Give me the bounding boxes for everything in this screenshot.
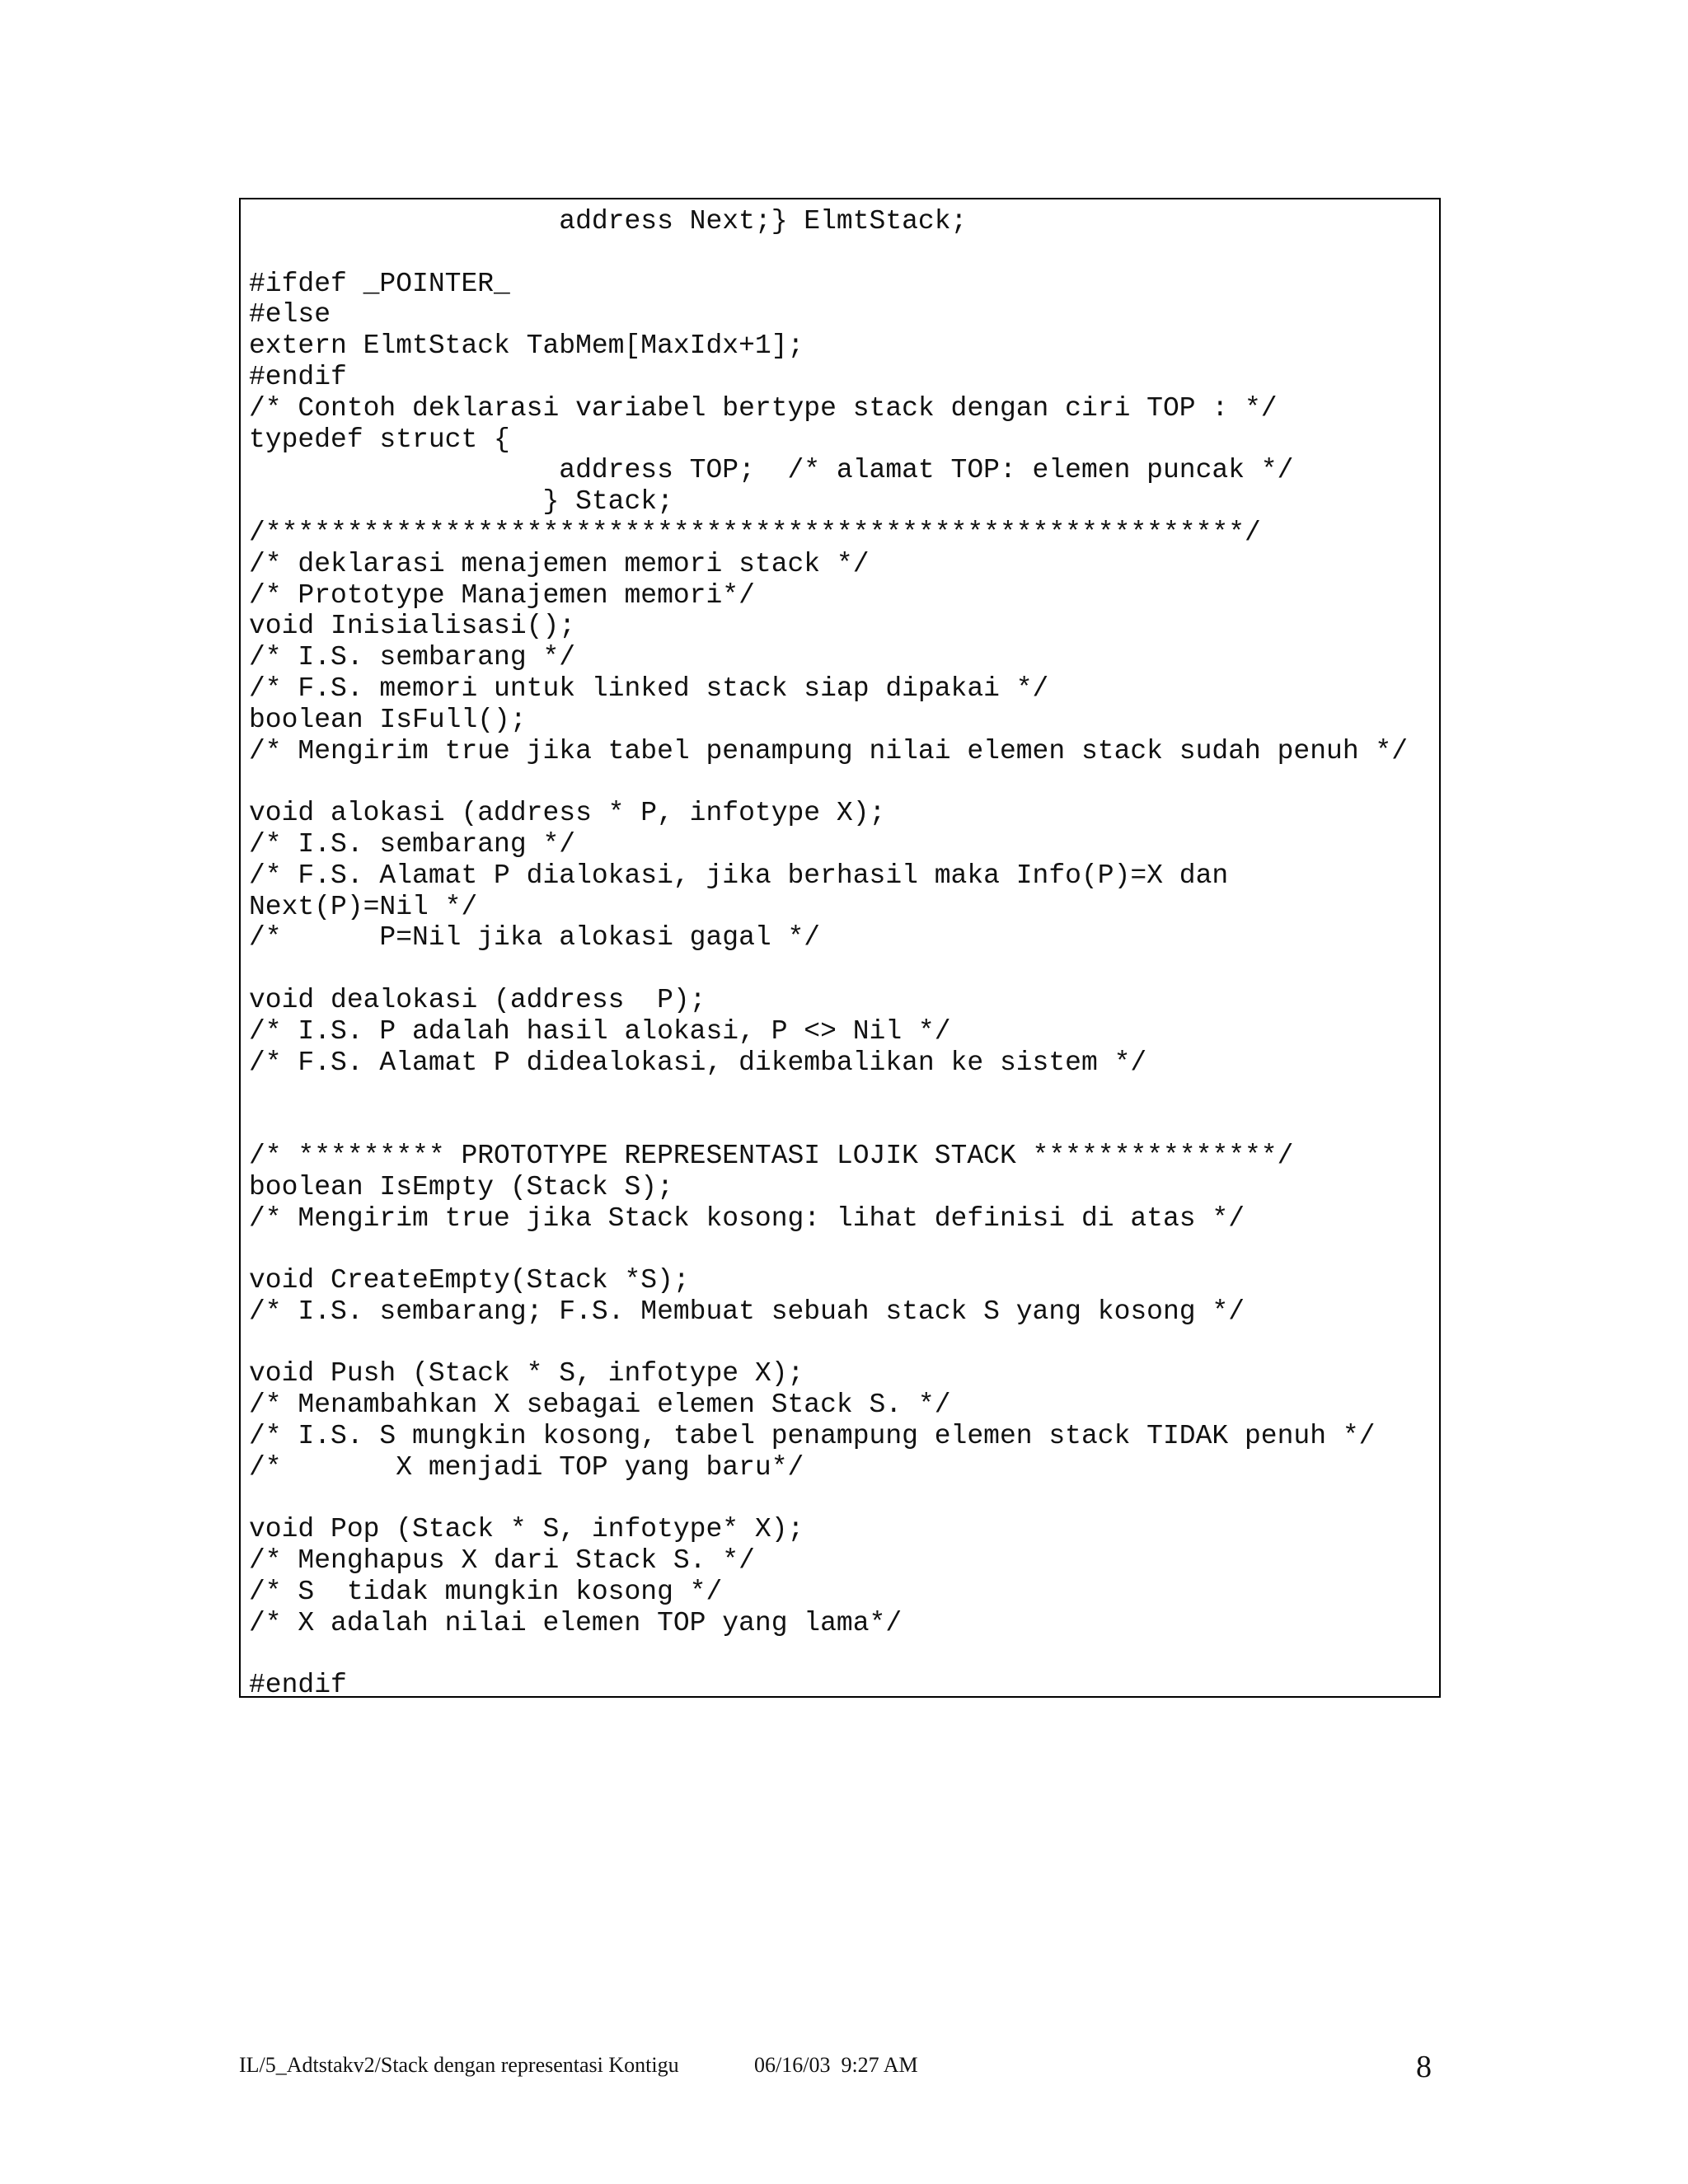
code-line: address Next;} ElmtStack; [249, 206, 968, 237]
code-line: void dealokasi (address P); [249, 984, 706, 1015]
code-line [249, 954, 1439, 985]
code-line: void alokasi (address * P, infotype X); [249, 798, 886, 829]
code-line: } Stack; [249, 486, 673, 518]
code-line: void Pop (Stack * S, infotype* X); [249, 1514, 804, 1545]
code-line [249, 1328, 1439, 1359]
code-line: /* F.S. Alamat P dialokasi, jika berhasil maka Info(P)=X dan [249, 860, 1229, 891]
code-line: boolean IsFull(); [249, 704, 527, 735]
code-line: /* Prototype Manajemen memori*/ [249, 579, 755, 611]
code-line: Next(P)=Nil */ [249, 891, 478, 922]
code-line: /* Menghapus X dari Stack S. */ [249, 1545, 755, 1577]
code-line: /* I.S. sembarang */ [249, 642, 576, 673]
code-line [249, 1639, 1439, 1671]
code-line [249, 1078, 1439, 1109]
code-line: /* X menjadi TOP yang baru*/ [249, 1451, 804, 1483]
code-line: #else [249, 299, 331, 330]
code-line [249, 766, 1439, 798]
code-line: #endif [249, 361, 347, 392]
code-line: typedef struct { [249, 424, 510, 455]
code-line: /* F.S. Alamat P didealokasi, dikembalikan ke sistem */ [249, 1047, 1147, 1078]
code-line: /* Menambahkan X sebagai elemen Stack S. */ [249, 1390, 951, 1421]
code-line: /* S tidak mungkin kosong */ [249, 1577, 723, 1608]
footer-document-path: IL/5_Adtstakv2/Stack dengan representasi Kontigu [239, 2053, 679, 2077]
code-line: /* Mengirim true jika Stack kosong: lihat definisi di atas */ [249, 1202, 1245, 1234]
code-line: /* I.S. S mungkin kosong, tabel penampung elemen stack TIDAK penuh */ [249, 1421, 1376, 1452]
code-line: #ifdef _POINTER_ [249, 268, 510, 299]
code-line [249, 1109, 1439, 1141]
code-line: /* X adalah nilai elemen TOP yang lama*/ [249, 1607, 903, 1638]
code-listing-box [239, 198, 1441, 1701]
code-line: /* Contoh deklarasi variabel bertype stack dengan ciri TOP : */ [249, 392, 1278, 424]
code-line [249, 1234, 1439, 1265]
code-line: /* Mengirim true jika tabel penampung nilai elemen stack sudah penuh */ [249, 735, 1409, 766]
code-line: void Inisialisasi(); [249, 611, 576, 642]
code-line: void CreateEmpty(Stack *S); [249, 1265, 690, 1296]
code-line [249, 1483, 1439, 1515]
code-line: /* I.S. sembarang */ [249, 828, 576, 860]
code-line: /* ********* PROTOTYPE REPRESENTASI LOJIK STACK ***************/ [249, 1140, 1294, 1171]
code-line: /* I.S. sembarang; F.S. Membuat sebuah stack S yang kosong */ [249, 1296, 1245, 1327]
code-line [249, 237, 1439, 269]
code-line: /* F.S. memori untuk linked stack siap dipakai */ [249, 673, 1049, 704]
page-number: 8 [1416, 2050, 1432, 2084]
code-line: extern ElmtStack TabMem[MaxIdx+1]; [249, 330, 804, 362]
code-line: /************************************************************/ [249, 517, 1261, 548]
code-line: #endif [249, 1670, 347, 1701]
code-line: /* P=Nil jika alokasi gagal */ [249, 922, 821, 954]
code-line: boolean IsEmpty (Stack S); [249, 1171, 673, 1202]
code-line: address TOP; /* alamat TOP: elemen puncak */ [249, 455, 1294, 486]
footer-datetime: 06/16/03 9:27 AM [754, 2053, 918, 2077]
code-line: /* deklarasi menajemen memori stack */ [249, 548, 870, 579]
code-line: void Push (Stack * S, infotype X); [249, 1358, 804, 1390]
code-line: /* I.S. P adalah hasil alokasi, P <> Nil */ [249, 1015, 951, 1047]
